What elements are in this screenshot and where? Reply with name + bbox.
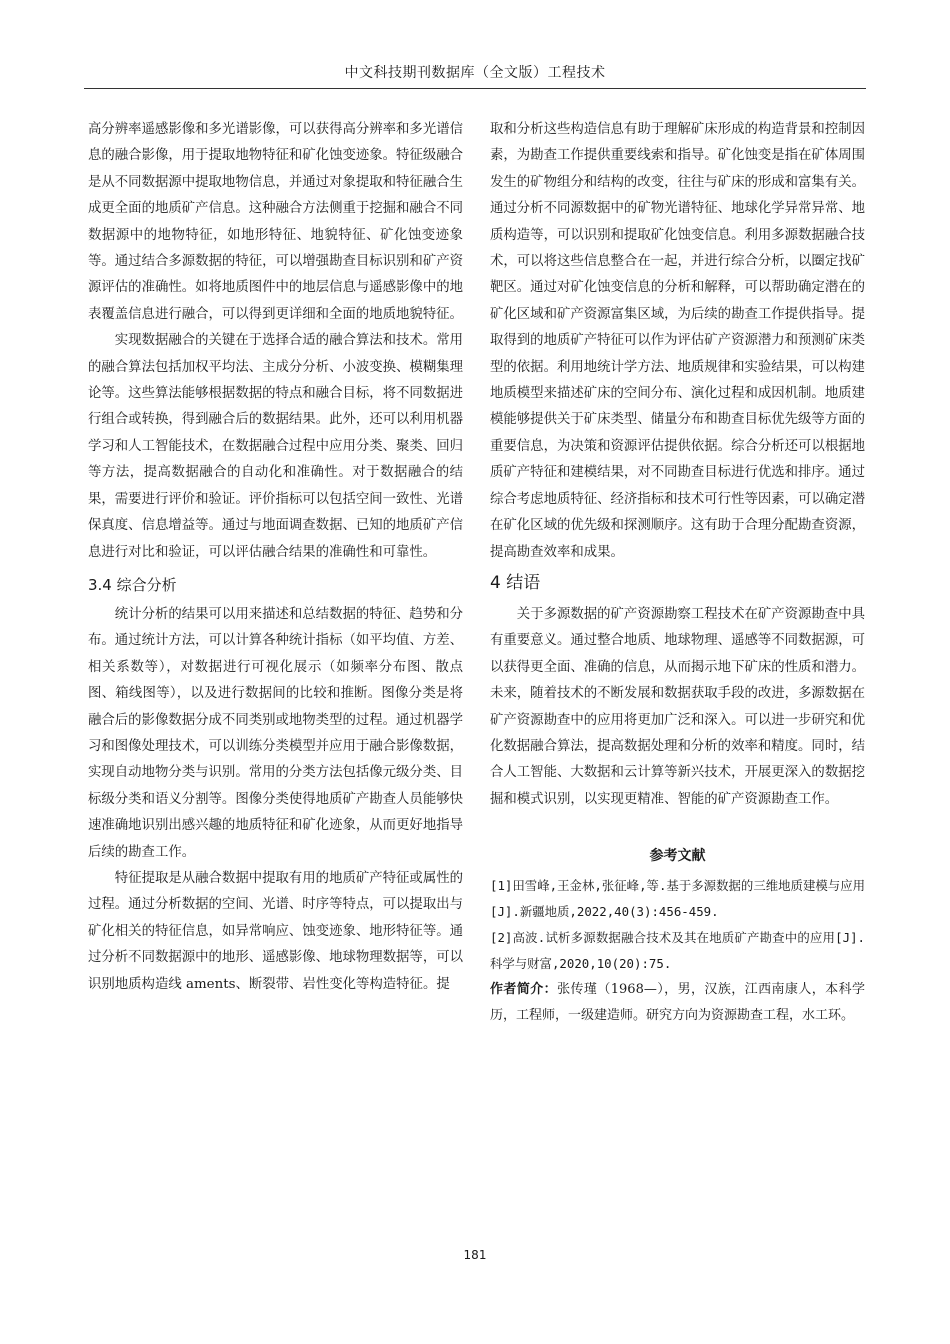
right-column <box>490 117 865 1029</box>
author-bio-label: 作者简介： <box>490 982 558 998</box>
journal-header: 中文科技期刊数据库（全文版）工程技术 <box>344 65 606 81</box>
author-bio <box>490 977 865 1029</box>
reference-2: [2]高波.试析多源数据融合技术及其在地质矿产勘查中的应用[J].科学与财富,2020,10(20):75. <box>490 930 865 972</box>
author-bio-text: 张传瑾（1968—），男，汉族，江西南康人，本科学历，工程师，一级建造师。研究方向为资源勘查工程，水工环。 <box>490 982 865 1024</box>
left-paragraph-4: 特征提取是从融合数据中提取有用的地质矿产特征或属性的过程。通过分析数据的空间、光谱、时序等特点，可以提取出与矿化相关的特征信息，如异常响应、蚀变迹象、地形特征等。通过分析不同数据源中的地形、遥感影像、地球物理数据等，可以识别地质构造线 aments、断裂带、岩性变化等构造特征。提 <box>88 870 463 992</box>
page-number: 181 <box>463 1248 487 1262</box>
header-rule <box>84 88 866 89</box>
left-paragraph-3: 统计分析的结果可以用来描述和总结数据的特征、趋势和分布。通过统计方法，可以计算各种统计指标（如平均值、方差、相关系数等），对数据进行可视化展示（如频率分布图、散点图、箱线图等），以及进行数据间的比较和推断。图像分类是将融合后的影像数据分成不同类别或地物类型的过程。通过机器学习和图像处理技术，可以训练分类模型并应用于融合影像数据，实现自动地物分类与识别。常用的分类方法包括像元级分类、目标级分类和语义分割等。图像分类使得地质矿产勘查人员能够快速准确地识别出感兴趣的地质特征和矿化迹象，从而更好地指导后续的勘查工作。 <box>88 606 463 860</box>
right-paragraph-1: 取和分析这些构造信息有助于理解矿床形成的构造背景和控制因素，为勘查工作提供重要线索和指导。矿化蚀变是指在矿体周围发生的矿物组分和结构的改变，往往与矿床的形成和富集有关。通过分析不同源数据中的矿物光谱特征、地球化学异常异常、地质构造等，可以识别和提取矿化蚀变信息。利用多源数据融合技术，可以将这些信息整合在一起，并进行综合分析，以圈定找矿靶区。通过对矿化蚀变信息的分析和解释，可以帮助确定潜在的矿化区域和矿产资源富集区域，为后续的勘查工作提供指导。提取得到的地质矿产特征可以作为评估矿产资源潜力和预测矿床类型的依据。利用地统计学方法、地质规律和实验结果，可以构建地质模型来描述矿床的空间分布、演化过程和成因机制。地质建模能够提供关于矿床类型、储量分布和勘查目标优先级等方面的重要信息，为决策和资源评估提供依据。综合分析还可以根据地质矿产特征和建模结果，对不同勘查目标进行优选和排序。通过综合考虑地质特征、经济指标和技术可行性等因素，可以确定潜在矿化区域的优先级和探测顺序。这有助于合理分配勘查资源，提高勘查效率和成果。 <box>490 122 865 560</box>
left-column <box>88 117 463 998</box>
references-title: 参考文献 <box>649 848 706 865</box>
section-heading-3-4: 3.4 综合分析 <box>88 575 177 594</box>
reference-1: [1]田雪峰,王金林,张征峰,等.基于多源数据的三维地质建模与应用[J].新疆地质,2022,40(3):456-459. <box>490 878 865 920</box>
left-paragraph-1: 高分辨率遥感影像和多光谱影像，可以获得高分辨率和多光谱信息的融合影像，用于提取地物特征和矿化蚀变迹象。特征级融合是从不同数据源中提取地物信息，并通过对象提取和特征融合生成更全面的地质矿产信息。这种融合方法侧重于挖掘和融合不同数据源中的地物特征，如地形特征、地貌特征、矿化蚀变迹象等。通过结合多源数据的特征，可以增强勘查目标识别和矿产资源评估的准确性。如将地质图件中的地层信息与遥感影像中的地表覆盖信息进行融合，可以得到更详细和全面的地质地貌特征。 <box>88 122 463 322</box>
left-paragraph-2: 实现数据融合的关键在于选择合适的融合算法和技术。常用的融合算法包括加权平均法、主成分分析、小波变换、模糊集理论等。这些算法能够根据数据的特点和融合目标，将不同数据进行组合或转换，得到融合后的数据结果。此外，还可以利用机器学习和人工智能技术，在数据融合过程中应用分类、聚类、回归等方法，提高数据融合的自动化和准确性。对于数据融合的结果，需要进行评价和验证。评价指标可以包括空间一致性、光谱保真度、信息增益等。通过与地面调查数据、已知的地质矿产信息进行对比和验证，可以评估融合结果的准确性和可靠性。 <box>88 333 463 560</box>
section-heading-4: 4 结语 <box>490 572 541 593</box>
right-paragraph-2: 关于多源数据的矿产资源勘察工程技术在矿产资源勘查中具有重要意义。通过整合地质、地球物理、遥感等不同数据源，可以获得更全面、准确的信息，从而揭示地下矿床的性质和潜力。未来，随着技术的不断发展和数据获取手段的改进，多源数据在矿产资源勘查中的应用将更加广泛和深入。可以进一步研究和优化数据融合算法，提高数据处理和分析的效率和精度。同时，结合人工智能、大数据和云计算等新兴技术，开展更深入的数据挖掘和模式识别，以实现更精准、智能的矿产资源勘查工作。 <box>490 606 865 807</box>
